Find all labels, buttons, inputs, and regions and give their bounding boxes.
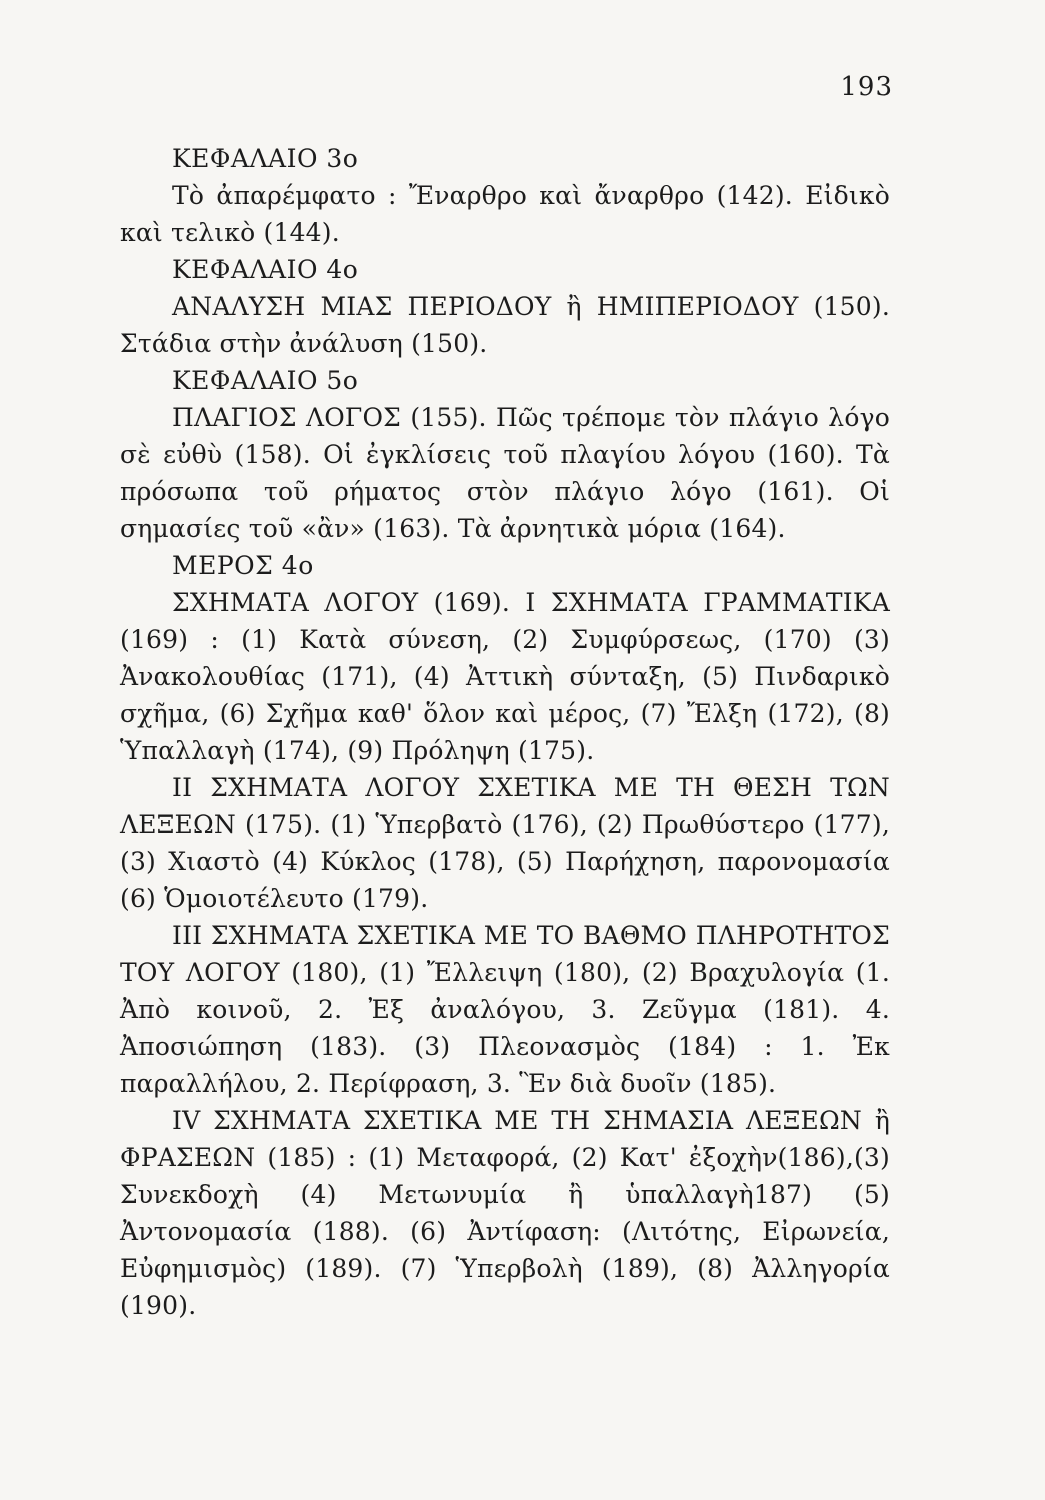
chapter-summary: Τὸ ἀπαρέμφατο : Ἔναρθρο καὶ ἄναρθρο (142). Εἰδικὸ καὶ τελικὸ (144). — [120, 181, 890, 247]
chapter-heading: ΚΕΦΑΛΑΙΟ 5ο — [172, 366, 359, 395]
chapter-heading: ΚΕΦΑΛΑΙΟ 3ο — [172, 144, 359, 173]
table-of-contents-text — [120, 140, 890, 1324]
section-summary: ΙΙ ΣΧΗΜΑΤΑ ΛΟΓΟΥ ΣΧΕΤΙΚΑ ΜΕ ΤΗ ΘΕΣΗ ΤΩΝ ΛΕΞΕΩΝ (175). (1) Ὑπερβατὸ (176), (2) Πρωθύστερο (177), (3) Χιαστὸ (4) Κύκλος (178), (5) Παρήχηση, παρονομασία (6) Ὁμοιοτέλευτο (179). — [120, 773, 890, 913]
section-summary: ΙΙΙ ΣΧΗΜΑΤΑ ΣΧΕΤΙΚΑ ΜΕ ΤΟ ΒΑΘΜΟ ΠΛΗΡΟΤΗΤΟΣ ΤΟΥ ΛΟΓΟΥ (180), (1) Ἔλλειψη (180), (2) Βραχυλογία (1. Ἀπὸ κοινοῦ, 2. Ἐξ ἀναλόγου, 3. Ζεῦγμα (181). 4. Ἀποσιώπηση (183). (3) Πλεονασμὸς (184) : 1. Ἐκ παραλλήλου, 2. Περίφραση, 3. Ἓν διὰ δυοῖν (185). — [120, 921, 890, 1098]
page-number: 193 — [840, 72, 893, 102]
chapter-summary: ΑΝΑΛΥΣΗ ΜΙΑΣ ΠΕΡΙΟΔΟΥ ἢ ΗΜΙΠΕΡΙΟΔΟΥ (150). Στάδια στὴν ἀνάλυση (150). — [120, 292, 890, 358]
chapter-summary: ΠΛΑΓΙΟΣ ΛΟΓΟΣ (155). Πῶς τρέπομε τὸν πλάγιο λόγο σὲ εὐθὺ (158). Οἱ ἐγκλίσεις τοῦ πλαγίου λόγου (160). Τὰ πρόσωπα τοῦ ρήματος στὸν πλάγιο λόγο (161). Οἱ σημασίες τοῦ «ἂν» (163). Τὰ ἀρνητικὰ μόρια (164). — [120, 403, 890, 543]
section-summary: ΣΧΗΜΑΤΑ ΛΟΓΟΥ (169). Ι ΣΧΗΜΑΤΑ ΓΡΑΜΜΑΤΙΚΑ (169) : (1) Κατὰ σύνεση, (2) Συμφύρσεως, (170) (3) Ἀνακολουθίας (171), (4) Ἀττικὴ σύνταξη, (5) Πινδαρικὸ σχῆμα, (6) Σχῆμα καθ' ὅλον καὶ μέρος, (7) Ἔλξη (172), (8) Ὑπαλλαγὴ (174), (9) Πρόληψη (175). — [120, 588, 890, 765]
chapter-heading: ΚΕΦΑΛΑΙΟ 4ο — [172, 255, 359, 284]
section-summary: IV ΣΧΗΜΑΤΑ ΣΧΕΤΙΚΑ ΜΕ ΤΗ ΣΗΜΑΣΙΑ ΛΕΞΕΩΝ ἢ ΦΡΑΣΕΩΝ (185) : (1) Μεταφορά, (2) Κατ' ἐξοχὴν(186),(3) Συνεκδοχὴ (4) Μετωνυμία ἢ ὑπαλλαγὴ187) (5) Ἀντονομασία (188). (6) Ἀντίφαση: (Λιτότης, Εἰρωνεία, Εὐφημισμὸς) (189). (7) Ὑπερβολὴ (189), (8) Ἀλληγορία (190). — [120, 1106, 890, 1320]
part-heading: ΜΕΡΟΣ 4ο — [172, 551, 314, 580]
